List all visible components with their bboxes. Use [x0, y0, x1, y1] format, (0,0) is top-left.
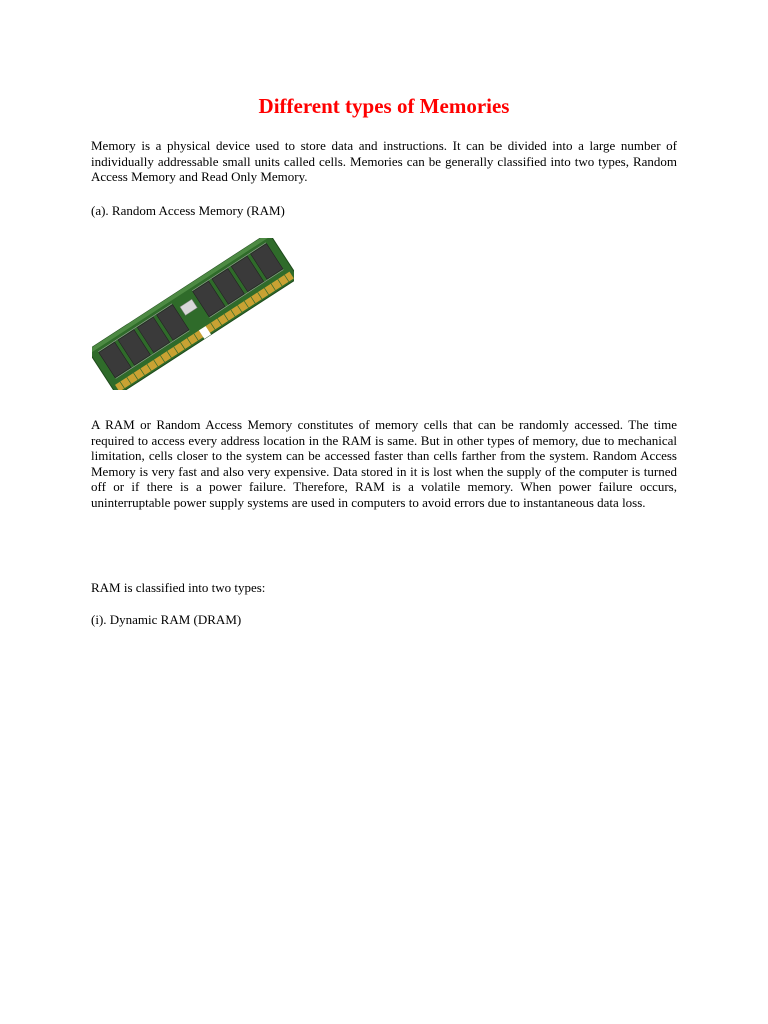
ram-classification-line: RAM is classified into two types: [91, 580, 266, 595]
ram-heading: (a). Random Access Memory (RAM) [91, 203, 285, 218]
ram-module-image [92, 238, 294, 390]
dram-heading: (i). Dynamic RAM (DRAM) [91, 612, 242, 627]
page-title: Different types of Memories [258, 94, 510, 118]
intro-paragraph: Memory is a physical device used to store data and instructions. It can be divided into a large number of individually addressable small units called cells. Memories can be generally classified into two types, Random Access Memory and Read Only Memory. [91, 138, 677, 184]
ram-description-paragraph: A RAM or Random Access Memory constitutes of memory cells that can be randomly accessed. The time required to access every address location in the RAM is same. But in other types of memory, due to mechanical limitation, cells closer to the system can be accessed faster than cells farther from the system. Random Access Memory is very fast and also very expensive. Data stored in it is lost when the supply of the computer is turned off or if there is a power failure. Therefore, RAM is a volatile memory. When power failure occurs, uninterruptable power supply systems are used in computers to avoid errors due to instantaneous data loss. [91, 417, 677, 510]
